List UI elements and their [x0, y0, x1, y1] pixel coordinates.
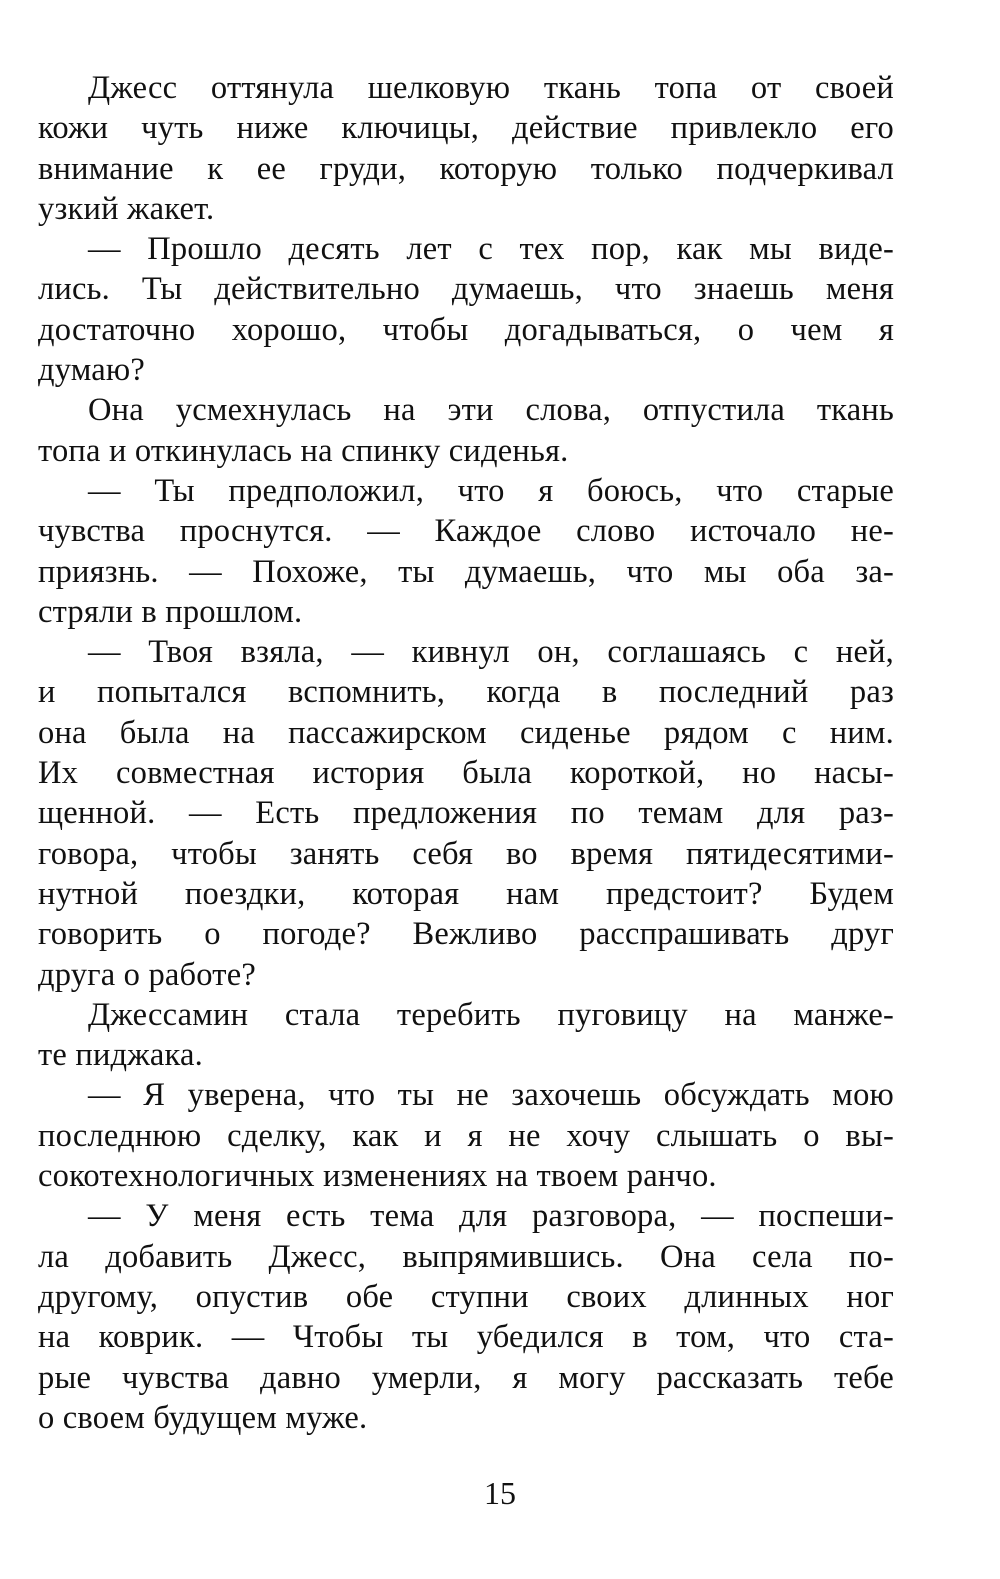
- text-line: Она усмехнулась на эти слова, отпустила ткань: [88, 392, 894, 429]
- text-line: достаточно хорошо, чтобы догадываться, о чем я: [38, 311, 894, 348]
- text-line: кожи чуть ниже ключицы, действие привлекло его: [38, 110, 894, 147]
- text-line: стряли в прошлом.: [38, 593, 303, 630]
- text-line: она была на пассажирском сиденье рядом с ним.: [38, 714, 894, 751]
- text-line: рые чувства давно умерли, я могу рассказать тебе: [38, 1359, 894, 1396]
- text-line: — Я уверена, что ты не захочешь обсуждать мою: [88, 1077, 894, 1114]
- text-line: топа и откинулась на спинку сиденья.: [38, 432, 569, 469]
- text-line: внимание к ее груди, которую только подчеркивал: [38, 150, 894, 187]
- text-line: друга о работе?: [38, 956, 256, 993]
- text-line: о своем будущем муже.: [38, 1399, 368, 1436]
- text-line: на коврик. — Чтобы ты убедился в том, что ста-: [38, 1319, 894, 1356]
- text-line: те пиджака.: [38, 1037, 204, 1074]
- text-line: говорить о погоде? Вежливо расспрашивать друг: [38, 916, 894, 953]
- text-line: другому, опустив обе ступни своих длинных ног: [38, 1278, 894, 1315]
- text-line: ла добавить Джесс, выпрямившись. Она села по-: [38, 1238, 894, 1275]
- text-line: — Твоя взяла, — кивнул он, соглашаясь с ней,: [88, 634, 894, 671]
- text-line: — У меня есть тема для разговора, — поспеши-: [88, 1198, 894, 1235]
- page-number: 15: [484, 1475, 516, 1511]
- text-line: приязнь. — Похоже, ты думаешь, что мы оба за-: [38, 553, 894, 590]
- text-line: Джессамин стала теребить пуговицу на манже-: [88, 996, 894, 1033]
- text-line: сокотехнологичных изменениях на твоем ранчо.: [38, 1158, 717, 1195]
- text-line: думаю?: [38, 352, 146, 389]
- body-text: [38, 68, 894, 1438]
- text-line: лись. Ты действительно думаешь, что знаешь меня: [38, 271, 894, 308]
- text-line: и попытался вспомнить, когда в последний раз: [38, 674, 894, 711]
- text-line: чувства проснутся. — Каждое слово источало не-: [38, 513, 894, 550]
- text-line: Джесс оттянула шелковую ткань топа от своей: [88, 70, 894, 106]
- text-line: последнюю сделку, как и я не хочу слышать о вы-: [38, 1117, 894, 1154]
- text-line: нутной поездки, которая нам предстоит? Будем: [38, 875, 894, 912]
- text-line: Их совместная история была короткой, но насы-: [38, 755, 894, 792]
- text-line: — Ты предположил, что я боюсь, что старые: [88, 472, 894, 509]
- text-line: — Прошло десять лет с тех пор, как мы виде-: [88, 231, 894, 268]
- text-line: говора, чтобы занять себя во время пятидесятими-: [38, 835, 894, 872]
- text-line: узкий жакет.: [38, 190, 215, 227]
- text-line: щенной. — Есть предложения по темам для раз-: [38, 795, 894, 832]
